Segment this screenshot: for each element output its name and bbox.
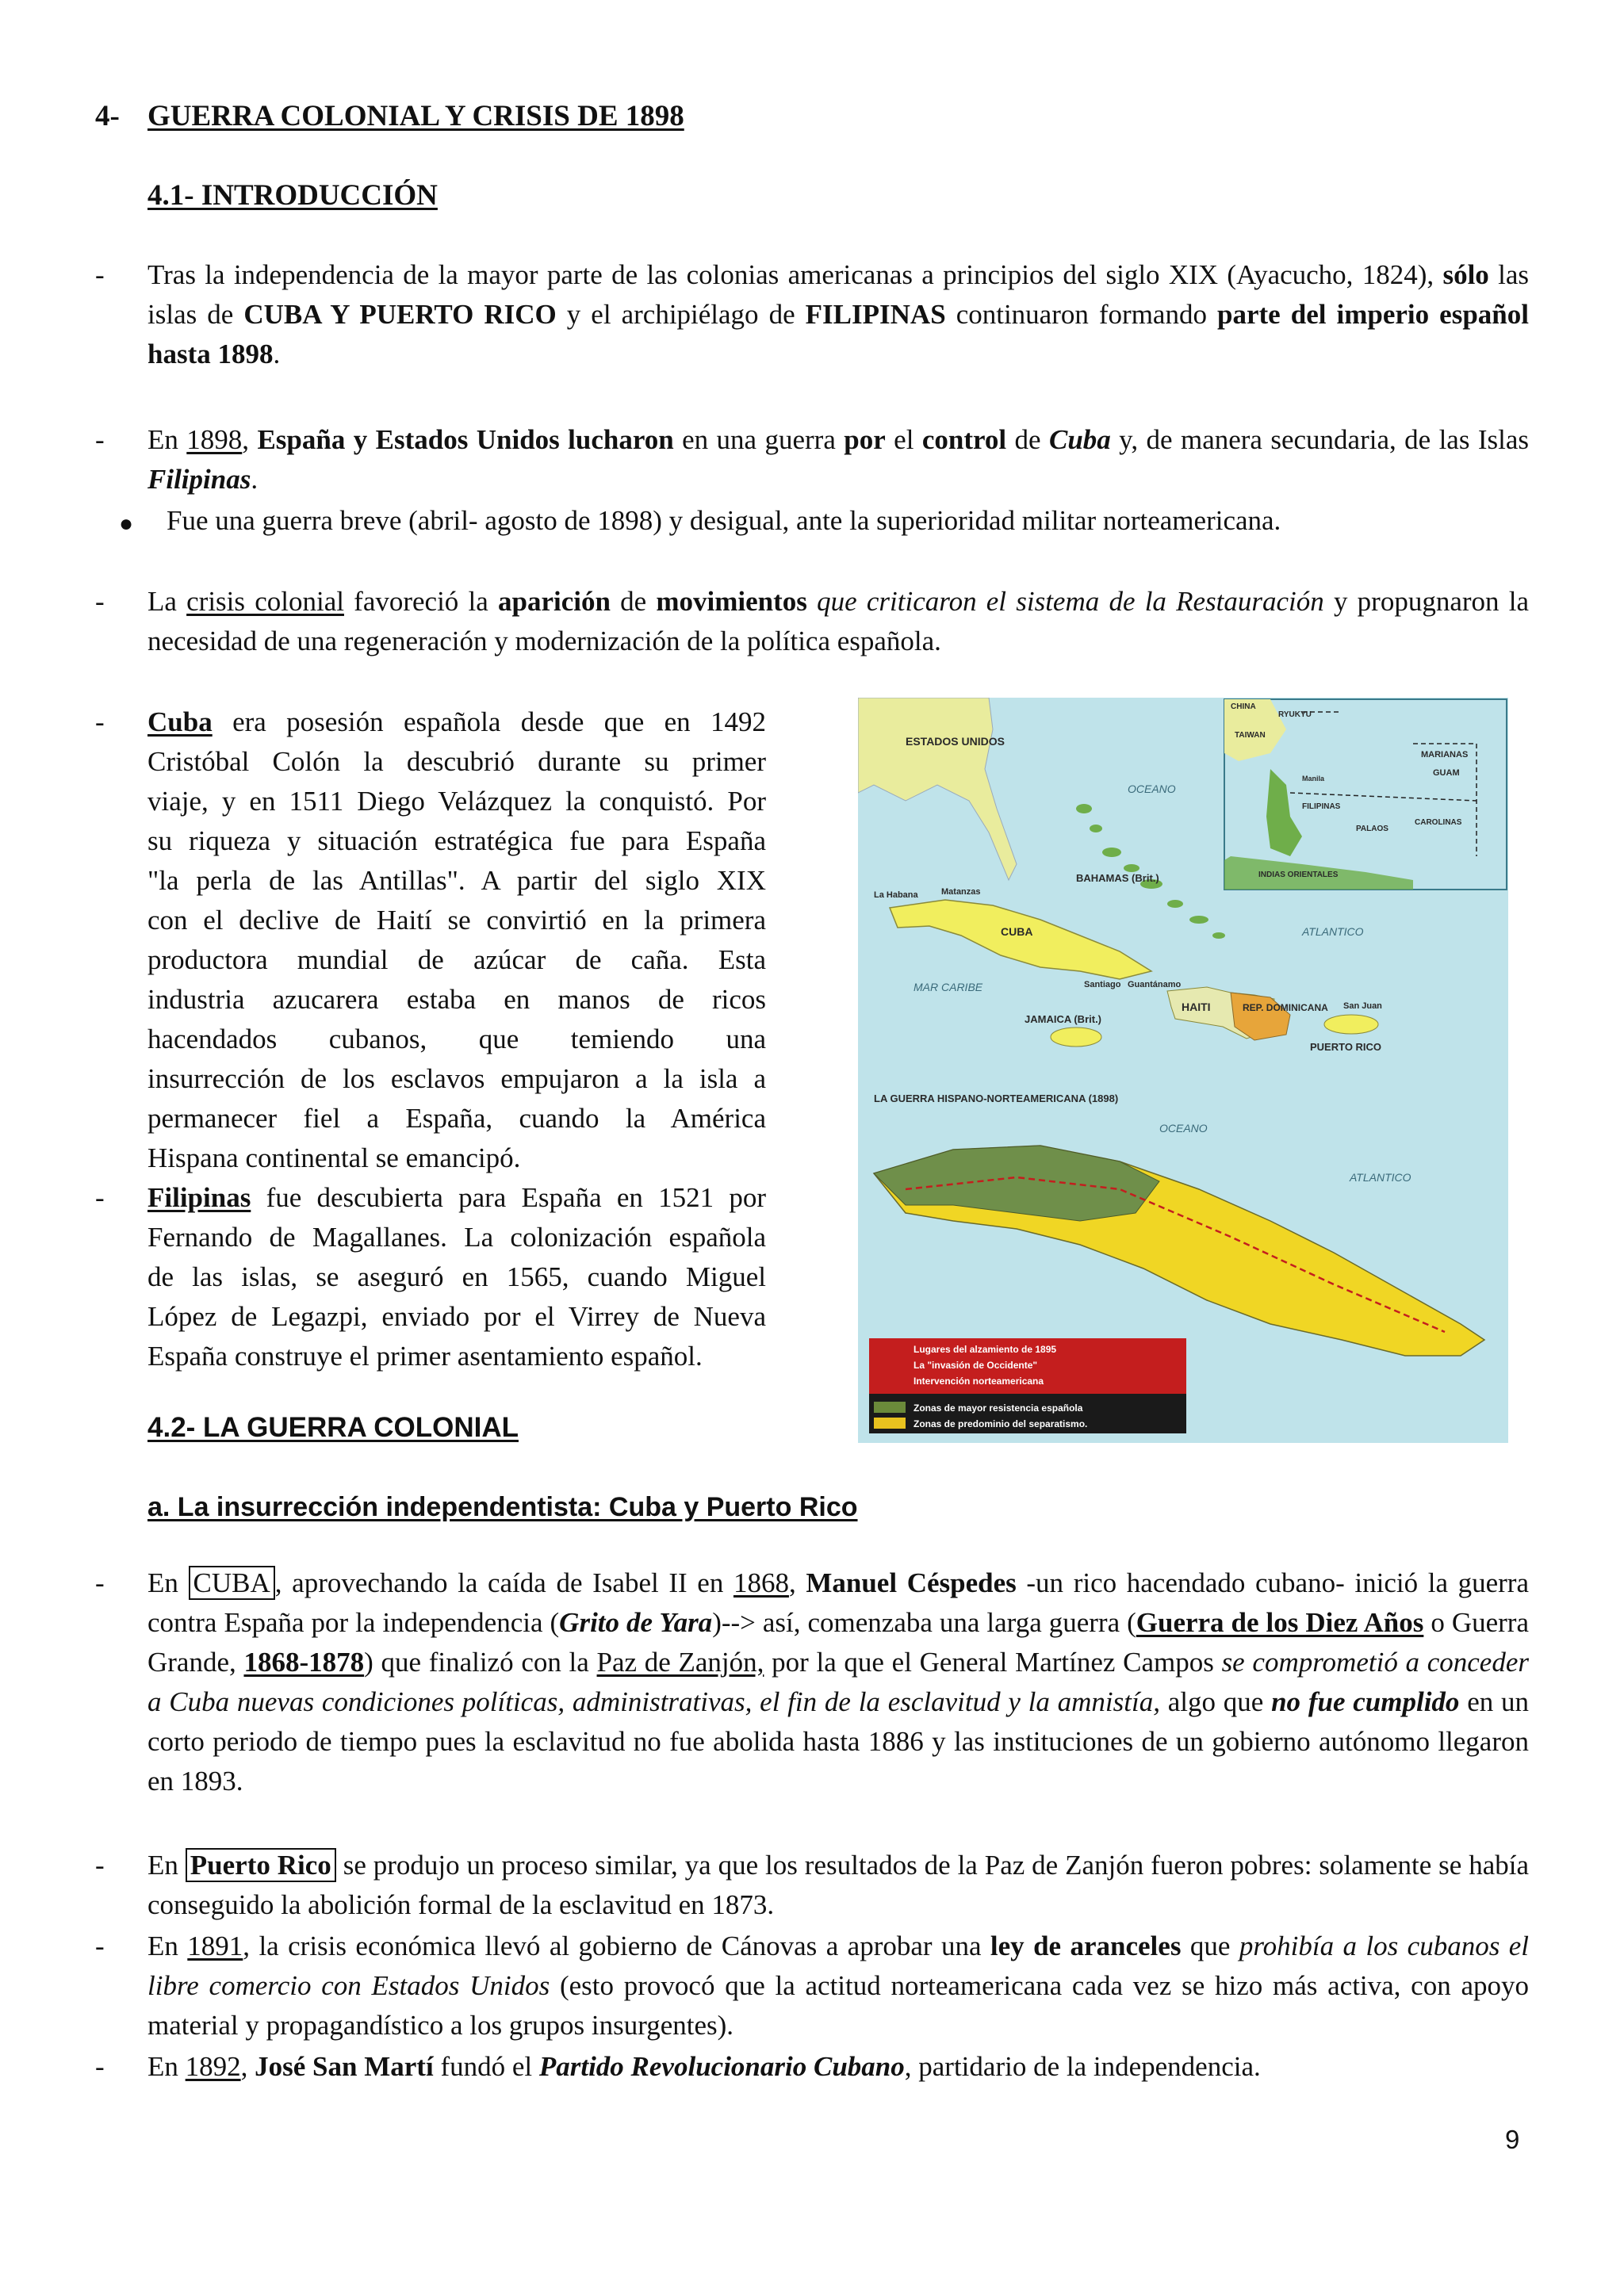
- map-label-manila: Manila: [1302, 775, 1325, 783]
- bullet-dot: ●: [119, 511, 134, 537]
- map-label-estados-unidos: ESTADOS UNIDOS: [906, 735, 1005, 748]
- subsection-title-intro: 4.1- INTRODUCCIÓN: [147, 179, 438, 212]
- map-label-marianas: MARIANAS: [1421, 750, 1469, 760]
- map-legend-item: La "invasión de Occidente": [914, 1360, 1038, 1371]
- map-label-bahamas: BAHAMAS (Brit.): [1076, 872, 1159, 884]
- text-line: [147, 702, 766, 742]
- text-run: .: [273, 339, 281, 369]
- map-label-puerto-rico: PUERTO RICO: [1310, 1041, 1382, 1053]
- text-run: las islas de: [147, 259, 1529, 330]
- map-label-indias: INDIAS ORIENTALES: [1258, 871, 1339, 879]
- map-legend-item: Intervención norteamericana: [914, 1376, 1044, 1387]
- list-dash: -: [95, 1567, 105, 1598]
- text-line: España construye el primer asentamiento español.: [147, 1341, 703, 1372]
- map-label-jamaica: JAMAICA (Brit.): [1025, 1013, 1102, 1025]
- text-line: "la perla de las Antillas". A partir del siglo XIX: [147, 865, 766, 896]
- text-run: y, de manera secundaria, de las Islas: [1110, 424, 1530, 455]
- text-run: en un corto periodo de tiempo pues la esclavitud no fue abolida hasta 1886 y las instituciones de un gobierno autónomo llegaron en 1893.: [147, 1686, 1530, 1797]
- text-run: En: [147, 1931, 188, 1961]
- list-dash: -: [95, 1182, 105, 1213]
- map-legend-swatch-yellow: [874, 1418, 906, 1429]
- map-label-taiwan: TAIWAN: [1235, 731, 1266, 740]
- text-run: En: [147, 424, 187, 455]
- paragraph-filipinas: [147, 1178, 766, 1376]
- filipinas-label: Filipinas: [147, 1182, 251, 1213]
- text-run: , la crisis económica llevó al gobierno de Cánovas a aprobar una: [243, 1931, 990, 1961]
- puerto-rico-boxed: Puerto Rico: [186, 1848, 336, 1882]
- paragraph-1892: [147, 2047, 1529, 2087]
- map-label-matanzas: Matanzas: [941, 887, 981, 897]
- map-label-santiago: Santiago: [1084, 980, 1121, 989]
- map-label-carolinas: CAROLINAS: [1415, 818, 1462, 827]
- text-run: 1892: [185, 2051, 241, 2082]
- map-label-haiti: HAITI: [1182, 1001, 1211, 1013]
- text-run: Manuel Céspedes: [806, 1567, 1017, 1598]
- text-run: 1868: [733, 1567, 789, 1598]
- text-run: 1898: [186, 424, 243, 455]
- text-run: o Guerra Grande,: [147, 1607, 1529, 1678]
- text-run: se comprometió a conceder a Cuba nuevas condiciones políticas, administrativas, el fin de la esclavitud y la amnistía,: [147, 1647, 1529, 1717]
- text-run: .: [251, 464, 259, 495]
- text-line: López de Legazpi, enviado por el Virrey de Nueva: [147, 1301, 766, 1332]
- map-label-la-habana: La Habana: [874, 890, 918, 900]
- text-run: Partido Revolucionario Cubano: [538, 2051, 905, 2082]
- text-run: ,: [788, 1567, 806, 1598]
- text-run: 1891: [187, 1931, 243, 1961]
- map-label-ryukyu: RYUKYU: [1278, 710, 1312, 719]
- text-run: En: [147, 2051, 186, 2082]
- map-label-guantanamo: Guantánamo: [1128, 980, 1182, 989]
- text-line: hacendados cubanos, que temiendo una: [147, 1024, 766, 1054]
- text-run: Tras la independencia de la mayor parte de las colonias americanas a principios del siglo XIX (Ayacucho, 1824),: [147, 259, 1443, 290]
- text-run: -un rico hacendado cubano- inició la guerra contra España por la independencia (: [147, 1567, 1529, 1638]
- text-run: Cuba: [1048, 424, 1111, 455]
- paragraph-1898-war: [147, 420, 1529, 499]
- text-run: algo que: [1159, 1686, 1272, 1717]
- map-label-cuba: CUBA: [1001, 925, 1033, 938]
- text-run: ,: [242, 424, 258, 455]
- text-line: con el declive de Haití se convirtió en la primera: [147, 905, 766, 936]
- paragraph-cuba: [147, 702, 766, 1178]
- text-run: movimientos: [656, 586, 807, 617]
- text-run: , partidario de la independencia.: [904, 2051, 1261, 2082]
- text-run: favoreció la: [343, 586, 498, 617]
- map-label-mar-caribe: MAR CARIBE: [914, 981, 983, 993]
- text-run: La: [147, 586, 187, 617]
- text-run: ) que finalizó con la: [364, 1647, 597, 1678]
- map-legend-item: Lugares del alzamiento de 1895: [914, 1344, 1057, 1355]
- text-run: FILIPINAS: [805, 299, 946, 330]
- paragraph-1891: [147, 1927, 1529, 2045]
- paragraph-colonial-crisis: [147, 582, 1529, 661]
- text-line: permanecer fiel a España, cuando la América: [147, 1103, 766, 1134]
- text-run: En: [147, 1850, 186, 1881]
- text-run: no fue cumplido: [1271, 1686, 1460, 1717]
- map-label-atlantico: ATLANTICO: [1302, 925, 1364, 938]
- text-run: (esto provocó que la actitud norteamericana cada vez se hizo más activa, con apoyo material y propagandístico a los grupos insurgentes).: [147, 1970, 1529, 2041]
- text-run: ,: [240, 2051, 255, 2082]
- list-dash: -: [95, 259, 105, 290]
- map-caption: LA GUERRA HISPANO-NORTEAMERICANA (1898): [874, 1093, 1119, 1104]
- text-run: fue descubierta para España en 1521 por: [266, 1182, 766, 1213]
- map-label-san-juan: San Juan: [1343, 1001, 1382, 1011]
- bullet-war-summary: Fue una guerra breve (abril- agosto de 1898) y desigual, ante la superioridad militar norteamericana.: [167, 505, 1281, 536]
- text-run: ley de aranceles: [990, 1931, 1182, 1961]
- text-line: [147, 1178, 766, 1218]
- text-run: sólo: [1442, 259, 1489, 290]
- text-line: industria azucarera estaba en manos de ricos: [147, 984, 766, 1015]
- text-run: parte del imperio español hasta 1898: [147, 299, 1529, 369]
- text-run: en una guerra: [673, 424, 845, 455]
- map-label-oceano-bottom: OCEANO: [1159, 1122, 1208, 1135]
- list-dash: -: [95, 424, 105, 455]
- text-run: , aprovechando la caída de Isabel II en: [274, 1567, 733, 1598]
- map-label-oceano: OCEANO: [1128, 783, 1176, 795]
- section-title: GUERRA COLONIAL Y CRISIS DE 1898: [147, 100, 684, 132]
- text-line: su riqueza y situación estratégica fue para España: [147, 825, 766, 856]
- map-label-guam: GUAM: [1433, 768, 1460, 778]
- text-run: España y Estados Unidos lucharon: [257, 424, 674, 455]
- list-dash: -: [95, 586, 105, 617]
- map-jamaica-land: [1051, 1027, 1101, 1047]
- map-legend-item: Zonas de predominio del separatismo.: [914, 1418, 1088, 1429]
- text-run: Grito de Yara: [559, 1607, 713, 1638]
- text-run: y propugnaron la necesidad de una regeneración y modernización de la política española.: [147, 586, 1529, 656]
- text-run: fundó el: [433, 2051, 539, 2082]
- text-run: de: [610, 586, 657, 617]
- text-run: En: [147, 1567, 189, 1598]
- text-run: que: [1181, 1931, 1239, 1961]
- list-dash: -: [95, 2051, 105, 2082]
- paragraph-intro: [147, 255, 1529, 374]
- text-run: por la que el General Martínez Campos: [764, 1647, 1222, 1678]
- text-line: Hispana continental se emancipó.: [147, 1142, 521, 1173]
- text-line: viaje, y en 1511 Diego Velázquez la conquistó. Por: [147, 786, 766, 817]
- subsection-title-colonial-war: 4.2- LA GUERRA COLONIAL: [147, 1412, 519, 1443]
- text-run: 1868-1878: [243, 1647, 365, 1678]
- text-run: y el archipiélago de: [556, 299, 806, 330]
- cuba-label: Cuba: [147, 706, 213, 737]
- map-label-filipinas: FILIPINAS: [1302, 802, 1341, 811]
- section-number: 4-: [95, 100, 120, 132]
- text-line: productora mundial de azúcar de caña. Esta: [147, 944, 766, 975]
- text-line: insurrección de los esclavos empujaron a la isla a: [147, 1063, 766, 1094]
- map-spanish-american-war: [858, 698, 1508, 1443]
- text-run: )--> así, comenzaba una larga guerra (: [712, 1607, 1136, 1638]
- map-legend-item: Zonas de mayor resistencia española: [914, 1402, 1083, 1414]
- text-run: Guerra de los Diez Años: [1136, 1607, 1424, 1638]
- paragraph-puerto-rico: [147, 1846, 1529, 1925]
- text-run: control: [921, 424, 1007, 455]
- text-run: continuaron formando: [945, 299, 1218, 330]
- text-line: de las islas, se aseguró en 1565, cuando Miguel: [147, 1261, 766, 1292]
- text-run: CUBA Y PUERTO RICO: [243, 299, 557, 330]
- text-run: José San Martí: [255, 2051, 434, 2082]
- text-run: que criticaron el sistema de la Restauración: [806, 586, 1324, 617]
- text-run: por: [844, 424, 886, 455]
- text-run: se produjo un proceso similar, ya que los resultados de la Paz de Zanjón fueron pobres: solamente se había conseguido la abolición formal de la esclavitud en 1873.: [147, 1850, 1529, 1920]
- map-puerto-rico-land: [1324, 1015, 1378, 1034]
- cuba-boxed: CUBA: [189, 1566, 275, 1600]
- text-run: el: [885, 424, 922, 455]
- map-legend-swatch-green: [874, 1402, 906, 1413]
- text-line: Cristóbal Colón la descubrió durante su primer: [147, 746, 766, 777]
- text-line: Fernando de Magallanes. La colonización española: [147, 1222, 766, 1253]
- map-label-rep-dominicana: REP. DOMINICANA: [1243, 1002, 1328, 1013]
- page-number: 9: [1505, 2125, 1520, 2154]
- text-run: Filipinas: [147, 464, 251, 495]
- subsection-a-title: a. La insurrección independentista: Cuba y Puerto Rico: [147, 1492, 858, 1522]
- text-run: era posesión española desde que en 1492: [232, 706, 767, 737]
- text-run: prohibía a los cubanos el libre comercio con Estados Unidos: [147, 1931, 1529, 2001]
- text-run: de: [1006, 424, 1049, 455]
- paragraph-cuba-war: [147, 1563, 1529, 1801]
- list-dash: -: [95, 706, 105, 737]
- text-run: crisis colonial: [186, 586, 344, 617]
- text-run: aparición: [497, 586, 611, 617]
- map-label-china: CHINA: [1231, 702, 1256, 711]
- list-dash: -: [95, 1850, 105, 1881]
- map-label-atlantico-bottom: ATLANTICO: [1350, 1171, 1411, 1184]
- map-label-palaos: PALAOS: [1356, 825, 1388, 833]
- text-run: Paz de Zanjón,: [596, 1647, 764, 1678]
- list-dash: -: [95, 1931, 105, 1961]
